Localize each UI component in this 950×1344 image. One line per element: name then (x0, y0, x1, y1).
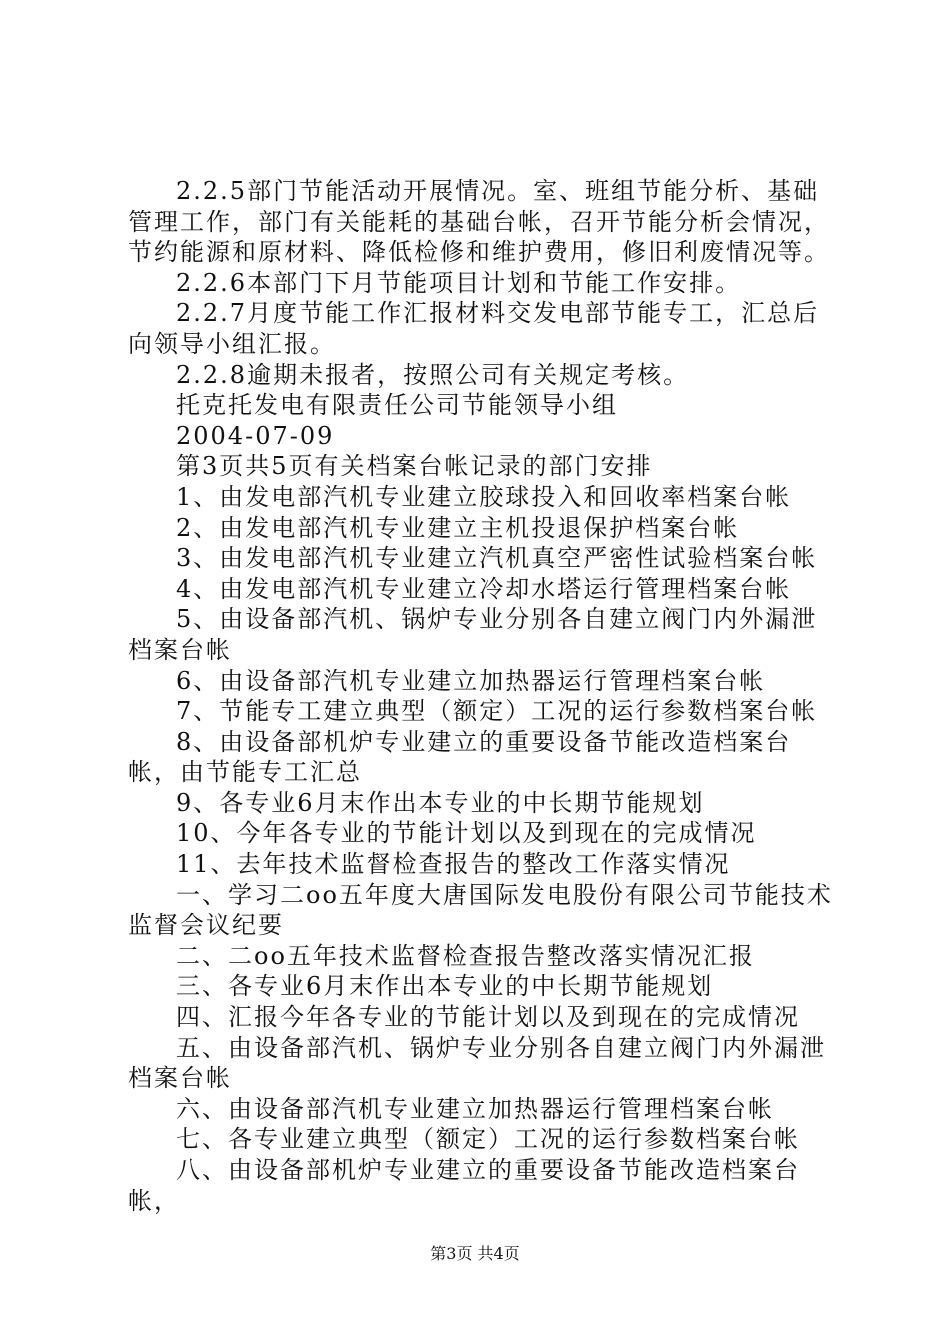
page-footer (0, 1244, 950, 1264)
signature-organization: 托克托发电有限责任公司节能领导小组 (176, 391, 618, 420)
paragraph-2-2-7: 2.2.7月度节能工作汇报材料交发电部节能专工，汇总后向领导小组汇报。 (128, 299, 820, 358)
list-item: 1、由发电部汽机专业建立胶球投入和回收率档案台帐 (176, 482, 792, 511)
paragraph-2-2-8: 2.2.8逾期未报者，按照公司有关规定考核。 (176, 360, 690, 389)
list-item: 8、由设备部机炉专业建立的重要设备节能改造档案台帐，由节能专工汇总 (128, 727, 792, 787)
section-heading: 第3页共5页有关档案台帐记录的部门安排 (176, 452, 653, 481)
list-item: 五、由设备部汽机、锅炉专业分别各自建立阀门内外漏泄档案台帐 (128, 1033, 826, 1093)
list-item: 八、由设备部机炉专业建立的重要设备节能改造档案台帐， (128, 1156, 800, 1215)
list-item: 4、由发电部汽机专业建立冷却水塔运行管理档案台帐 (176, 574, 792, 603)
list-item: 七、各专业建立典型（额定）工况的运行参数档案台帐 (176, 1125, 800, 1154)
list-item: 2、由发电部汽机专业建立主机投退保护档案台帐 (176, 513, 740, 542)
list-item: 6、由设备部汽机专业建立加热器运行管理档案台帐 (176, 666, 766, 695)
list-item: 一、学习二oo五年度大唐国际发电股份有限公司节能技术监督会议纪要 (128, 880, 833, 940)
list-item: 7、节能专工建立典型（额定）工况的运行参数档案台帐 (176, 697, 818, 726)
list-item: 四、汇报今年各专业的节能计划以及到现在的完成情况 (176, 1003, 800, 1032)
list-item: 六、由设备部汽机专业建立加热器运行管理档案台帐 (176, 1094, 774, 1123)
paragraph-2-2-6: 2.2.6本部门下月节能项目计划和节能工作安排。 (176, 268, 742, 297)
paragraph-2-2-5: 2.2.5部门节能活动开展情况。室、班组节能分析、基础管理工作，部门有关能耗的基础台帐，召开节能分析会情况，节约能源和原材料、降低检修和维护费用，修旧利废情况等。 (128, 177, 830, 267)
list-item: 3、由发电部汽机专业建立汽机真空严密性试验档案台帐 (176, 544, 818, 573)
page-number-label: 第3页 共4页 (430, 1244, 520, 1263)
signature-date: 2004-07-09 (176, 421, 335, 450)
list-item: 二、二oo五年技术监督检查报告整改落实情况汇报 (176, 941, 755, 970)
list-item: 11、去年技术监督检查报告的整改工作落实情况 (176, 850, 731, 879)
list-item: 三、各专业6月末作出本专业的中长期节能规划 (176, 972, 714, 1001)
list-item: 5、由设备部汽机、锅炉专业分别各自建立阀门内外漏泄档案台帐 (128, 605, 818, 664)
list-item: 10、今年各专业的节能计划以及到现在的完成情况 (176, 819, 757, 848)
document-body (128, 176, 834, 1216)
list-item: 9、各专业6月末作出本专业的中长期节能规划 (176, 788, 705, 817)
